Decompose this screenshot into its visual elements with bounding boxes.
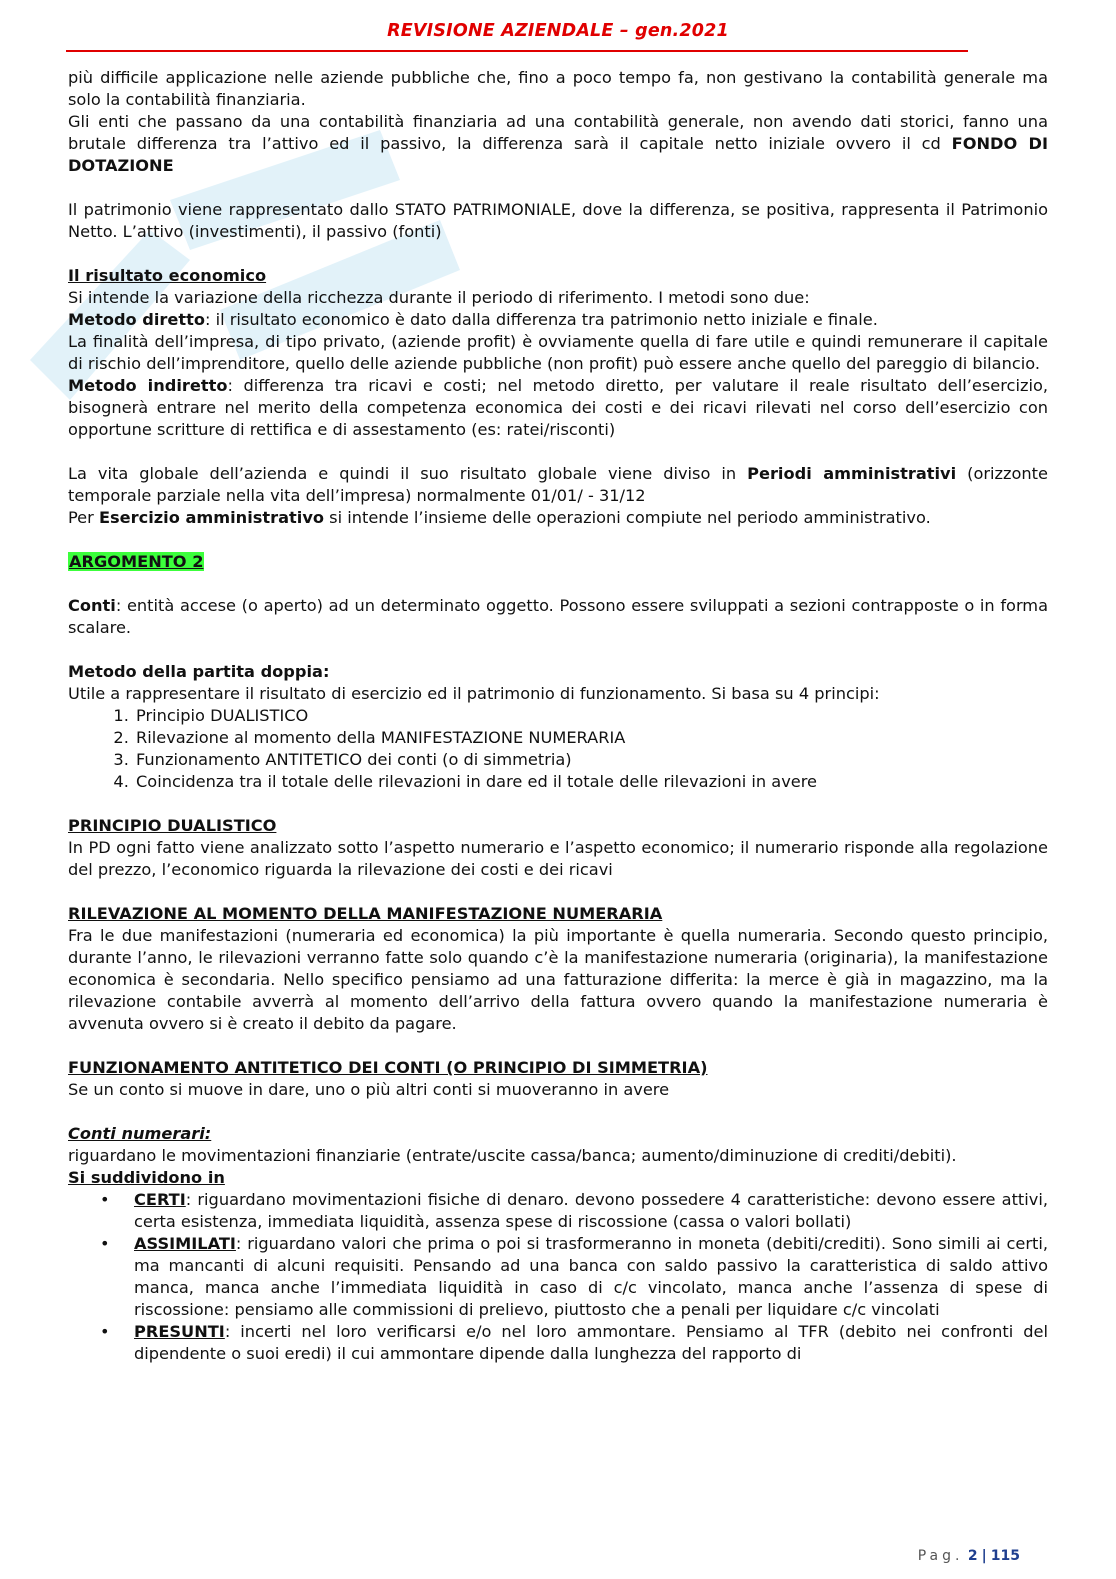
esercizio-pre: Per xyxy=(68,508,99,527)
esercizio-text: si intende l’insieme delle operazioni compiute nel periodo amministrativo. xyxy=(324,508,931,527)
esercizio-amministrativo-term: Esercizio amministrativo xyxy=(98,508,324,527)
metodo-indiretto xyxy=(68,375,1048,441)
dualistico-heading-text: PRINCIPIO DUALISTICO xyxy=(68,816,277,835)
partita-doppia-text: Utile a rappresentare il risultato di esercizio ed il patrimonio di funzionamento. Si basa su 4 principi: xyxy=(68,684,880,703)
kind-text: : incerti nel loro verificarsi e/o nel loro ammontare. Pensiamo al TFR (debito nei confronti del dipendente o suoi eredi) il cui ammontare dipende dalla lunghezza del rapporto di xyxy=(134,1322,1048,1363)
antitetico-text: Se un conto si muove in dare, uno o più altri conti si muoveranno in avere xyxy=(68,1080,670,1099)
page-footer xyxy=(918,1548,1020,1564)
kind-text: : riguardano valori che prima o poi si trasformeranno in moneta (debiti/crediti). Sono simili ai certi, ma mancanti di alcuni requisiti. Pensando ad una banca con saldo passivo la caratteristica di saldo attivo manca, manca anche l’immediata liquidità in caso di c/c vincolato, manca anche l’assenza di spese di riscossione: pensiamo alle commissioni di prelievo, piuttosto che a penali per liquidare c/c vincolati xyxy=(134,1234,1048,1319)
dualistico-heading xyxy=(68,815,1048,837)
intro-paragraph-2-text: Gli enti che passano da una contabilità finanziaria ad una contabilità generale, non avendo dati storici, fanno una brutale differenza tra l’attivo ed il passivo, la differenza sarà il capitale netto iniziale ovvero il cd xyxy=(68,112,1048,153)
list-item: 2. Rilevazione al momento della MANIFESTAZIONE NUMERARIA xyxy=(134,727,1048,749)
page-number: 2 xyxy=(967,1548,978,1564)
suddividono-heading-text: Si suddividono in xyxy=(68,1168,225,1187)
page-total: 115 xyxy=(990,1548,1020,1564)
fondo-dotazione-term: FONDO DI DOTAZIONE xyxy=(68,134,1048,175)
list-item: 4. Coincidenza tra il totale delle rilevazioni in dare ed il totale delle rilevazioni in avere xyxy=(134,771,1048,793)
intro-paragraph-2 xyxy=(68,111,1048,177)
risultato-heading xyxy=(68,265,1048,287)
finalita-paragraph: La finalità dell’impresa, di tipo privato, (aziende profit) è ovviamente quella di fare utile e quindi remunerare il capitale di rischio dell’imprenditore, quello delle aziende pubbliche (non profit) può essere anche quello del pareggio di bilancio. xyxy=(68,332,1048,373)
argomento-badge: ARGOMENTO 2 xyxy=(69,552,204,571)
intro-paragraph-1: più difficile applicazione nelle aziende pubbliche che, fino a poco tempo fa, non gestivano la contabilità generale ma solo la contabilità finanziaria. xyxy=(68,68,1048,109)
list-item: 1. Principio DUALISTICO xyxy=(134,705,1048,727)
numeraria-heading xyxy=(68,903,1048,925)
list-item xyxy=(68,1189,1048,1233)
dualistico-text: In PD ogni fatto viene analizzato sotto l’aspetto numerario e l’aspetto economico; il numerario risponde alla regolazione del prezzo, l’economico riguarda la rilevazione dei costi e dei ricavi xyxy=(68,838,1048,879)
metodo-diretto xyxy=(68,309,1048,331)
antitetico-heading xyxy=(68,1057,1048,1079)
risultato-heading-text: Il risultato economico xyxy=(68,266,267,285)
risultato-intro: Si intende la variazione della ricchezza durante il periodo di riferimento. I metodi sono due: xyxy=(68,288,810,307)
periodi-amministrativi-term: Periodi amministrativi xyxy=(747,464,957,483)
list-item xyxy=(68,1233,1048,1321)
numerari-text: riguardano le movimentazioni finanziarie (entrate/uscite cassa/banca; aumento/diminuzione di crediti/debiti). xyxy=(68,1146,957,1165)
kind-label: ASSIMILATI xyxy=(134,1234,236,1253)
metodo-indiretto-label: Metodo indiretto xyxy=(68,376,228,395)
bullet-icon: • xyxy=(100,1234,110,1253)
conti-text: : entità accese (o aperto) ad un determinato oggetto. Possono essere sviluppati a sezioni contrapposte o in forma scalare. xyxy=(68,596,1048,637)
numerari-heading xyxy=(68,1123,1048,1145)
kind-text: : riguardano movimentazioni fisiche di denaro. devono possedere 4 caratteristiche: devono essere attivi, certa esistenza, immediata liquidità, assenza spese di riscossione (cassa o valori bollati) xyxy=(134,1190,1048,1231)
metodo-diretto-text: : il risultato economico è dato dalla differenza tra patrimonio netto iniziale e finale. xyxy=(205,310,878,329)
esercizio-paragraph xyxy=(68,507,1048,529)
bullet-icon: • xyxy=(100,1190,110,1209)
kind-label: CERTI xyxy=(134,1190,186,1209)
list-item: 3. Funzionamento ANTITETICO dei conti (o di simmetria) xyxy=(134,749,1048,771)
page-separator: | xyxy=(981,1548,987,1564)
vita-paragraph xyxy=(68,463,1048,507)
numerari-kinds-list xyxy=(68,1189,1048,1365)
bullet-icon: • xyxy=(100,1322,110,1341)
argomento-badge-line xyxy=(68,551,1048,573)
page-label: Pag. xyxy=(917,1548,964,1564)
metodo-diretto-label: Metodo diretto xyxy=(68,310,205,329)
metodo-indiretto-text: : differenza tra ricavi e costi; nel metodo diretto, per valutare il reale risultato dell’esercizio, bisognerà entrare nel merito della competenza economica dei costi e dei ricavi rilevati nel corso dell’esercizio con opportune scritture di rettifica e di assestamento (es: ratei/risconti) xyxy=(68,376,1048,439)
intro-paragraph-3: Il patrimonio viene rappresentato dallo STATO PATRIMONIALE, dove la differenza, se positiva, rappresenta il Patrimonio Netto. L’attivo (investimenti), il passivo (fonti) xyxy=(68,200,1048,241)
header-divider xyxy=(66,50,968,52)
conti-label: Conti xyxy=(68,596,116,615)
numeraria-text: Fra le due manifestazioni (numeraria ed economica) la più importante è quella numeraria. Secondo questo principio, durante l’anno, le rilevazioni verranno fatte solo quando c’è la manifestazione numeraria (originaria), la manifestazione economica è secondaria. Nello specifico pensiamo ad una fatturazione differita: la merce è già in magazzino, ma la rilevazione contabile avverrà al momento dell’arrivo della fattura ovvero quando la manifestazione numeraria è avvenuta ovvero si è creato il debito da pagare. xyxy=(68,926,1048,1033)
partita-doppia-heading-text: Metodo della partita doppia: xyxy=(68,662,330,681)
partita-doppia-heading xyxy=(68,661,1048,683)
principles-list xyxy=(68,705,1048,793)
list-item xyxy=(68,1321,1048,1365)
document-body xyxy=(68,67,1048,1365)
vita-text-1: La vita globale dell’azienda e quindi il suo risultato globale viene diviso in xyxy=(68,464,748,483)
conti-paragraph xyxy=(68,595,1048,639)
suddividono-heading xyxy=(68,1167,1048,1189)
antitetico-heading-text: FUNZIONAMENTO ANTITETICO DEI CONTI (O PRINCIPIO DI SIMMETRIA) xyxy=(68,1058,708,1077)
page-header-title: REVISIONE AZIENDALE – gen.2021 xyxy=(387,21,729,41)
vita-text-2: (orizzonte temporale parziale nella vita dell’impresa) normalmente 01/01/ - 31/12 xyxy=(68,464,1048,505)
kind-label: PRESUNTI xyxy=(134,1322,225,1341)
numerari-heading-text: Conti numerari: xyxy=(68,1124,212,1143)
numeraria-heading-text: RILEVAZIONE AL MOMENTO DELLA MANIFESTAZIONE NUMERARIA xyxy=(68,904,663,923)
